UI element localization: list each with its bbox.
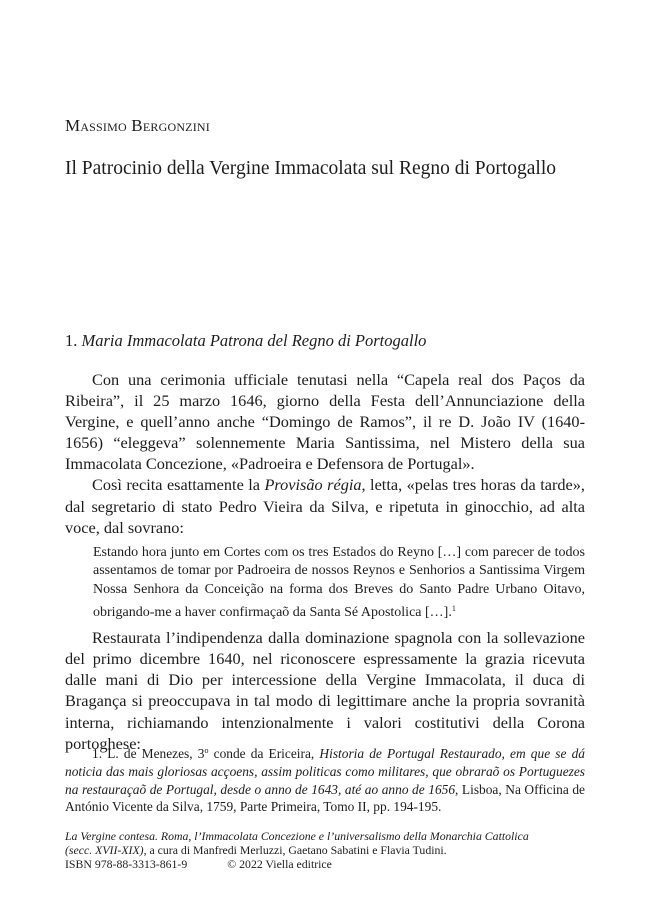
footnote-1 (65, 742, 585, 816)
block-quote (93, 544, 585, 622)
paragraph-2-italic: Provisão régia (264, 475, 362, 495)
colophon-book-title: La Vergine contesa. Roma, l’Immacolata Concezione e l’universalismo della Monarchia Cattolica (65, 829, 529, 843)
section-number: 1. (65, 331, 78, 350)
paragraph-2 (65, 474, 585, 537)
colophon-editors-text: , a cura di Manfredi Merluzzi, Gaetano Sabatini e Flavia Tudini. (143, 843, 447, 858)
block-quote-text: Estando hora junto em Cortes com os tres Estados do Reyno […] com parecer de todos assentamos de tomar por Padroeira de nossos Reynos e Senhorios a Santissima Virgem Nossa Senhora da Conceição na forma dos Breves do Santo Padre Urbano Oitavo, obrigando-me a haver confirmaçaõ da Santa Sé Apostolica […]. (93, 544, 585, 620)
paragraph-2-text-b: , letta, «pelas tres horas da tarde», dal segretario di stato Pedro Vieira da Silva, e ripetuta in ginocchio, ad alta voce, dal sovrano: (65, 475, 585, 537)
footnote-ordinal: o (204, 746, 209, 755)
author-name: Massimo Bergonzini (65, 116, 210, 135)
colophon (65, 829, 605, 872)
isbn: ISBN 978-88-3313-861-9 (65, 857, 188, 872)
copyright: © 2022 Viella editrice (227, 857, 332, 872)
section-heading (65, 331, 625, 351)
paragraph-1: Con una cerimonia ufficiale tenutasi nella “Capela real dos Paços da Ribeira”, il 25 marzo 1646, giorno della Festa dell’Annunciazione della Vergine, e quell’anno anche “Domingo de Ramos”, il re D. João IV (1640-1656) “eleggeva” solennemente Maria Santissima, nel Mistero della sua Immacolata Concezione, «Padroeira e Defensora de Portugal». (65, 370, 585, 474)
footnote-lead-2: conde da Ericeira, (208, 746, 320, 761)
footnote-italic-title: Historia de Portugal Restaurado, em que se dá noticia das mais gloriosas acçoens, assim politicas como militares, que obraraõ os Portuguezes na restauraçaõ de Portugal, desde o anno de 1643, até ao anno de 1656 (65, 746, 585, 797)
paragraph-3: Restaurata l’indipendenza dalla dominazione spagnola con la sollevazione del primo dicembre 1640, nel riconoscere espressamente la grazia ricevuta dalle mani di Dio per intercessione della Vergine Immacolata, il duca di Bragança si preoccupava in tal modo di legittimare anche la propria sovranità interna, richiamando intenzionalmente i valori costitutivi della Corona portoghese: (65, 628, 585, 753)
footnote-tail: , Lisboa, Na Officina de António Vicente da Silva, 1759, Parte Primeira, Tomo II, pp. 194-195. (65, 781, 585, 815)
colophon-editors (65, 843, 605, 857)
colophon-centuries: (secc. XVII-XIX) (65, 843, 144, 858)
paragraph-2-text-a: Così recita esattamente la (92, 475, 265, 495)
section-title: Maria Immacolata Patrona del Regno di Portogallo (81, 331, 427, 350)
body-text (65, 369, 585, 754)
article-title: Il Patrocinio della Vergine Immacolata sul Regno di Portogallo (65, 158, 557, 179)
footnote-lead: 1. L. de Menezes, 3 (92, 746, 205, 761)
footnote-reference[interactable]: 1 (451, 603, 456, 613)
colophon-isbn-line (65, 857, 605, 871)
